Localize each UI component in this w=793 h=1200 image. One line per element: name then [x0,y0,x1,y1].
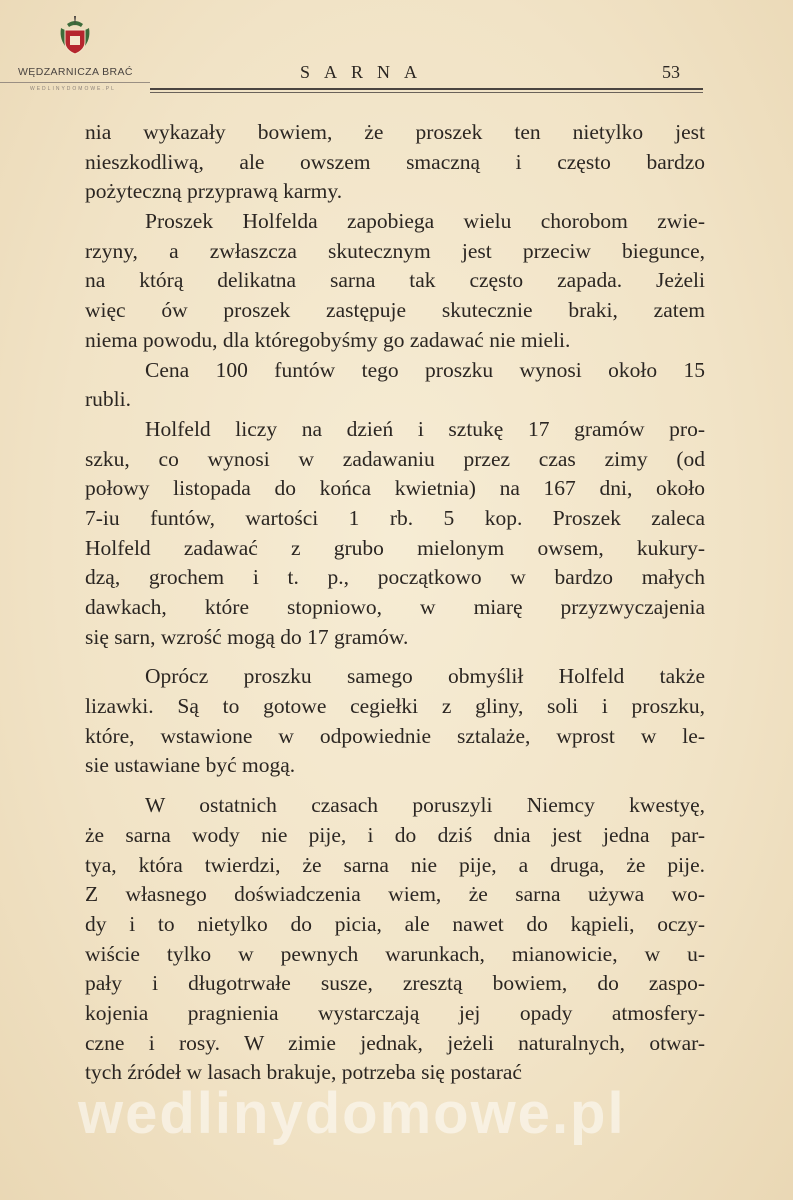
header-rule-bottom [150,92,703,93]
text-line: Holfeld liczy na dzień i sztukę 17 gramów pro- [145,416,705,441]
coat-of-arms-logo-icon [55,14,95,60]
text-line: że sarna wody nie pije, i do dziś dnia jest jedna par- [85,822,705,847]
paragraph [85,356,705,415]
text-line: które, wstawione w odpowiednie sztalaże, wprost w le- [85,723,705,748]
logo-subtext: WEDLINYDOMOWE.PL [30,86,116,92]
body-text [85,118,705,1088]
paragraph [85,415,705,653]
paragraph [85,118,705,207]
text-line: nieszkodliwą, ale owszem smaczną i często bardzo [85,149,705,174]
paragraph [85,207,705,355]
text-line: tych źródeł w lasach brakuje, potrzeba się postarać [85,1060,522,1085]
text-line: się sarn, wzrość mogą do 17 gramów. [85,624,409,649]
text-line: rzyny, a zwłaszcza skutecznym jest przeciw biegunce, [85,238,705,263]
text-line: dy i to nietylko do picia, ale nawet do kąpieli, oczy- [85,911,705,936]
text-line: wiście tylko w pewnych warunkach, mianowicie, w u- [85,941,705,966]
running-title: SARNA [300,62,432,82]
text-line: pożyteczną przyprawą karmy. [85,179,343,204]
paragraph [85,662,705,781]
text-line: na którą delikatna sarna tak często zapada. Jeżeli [85,268,705,293]
text-line: więc ów proszek zastępuje skutecznie braki, zatem [85,298,705,323]
text-line: Proszek Holfelda zapobiega wielu chorobom zwie- [145,209,705,234]
page-number: 53 [662,62,680,82]
text-line: 7-iu funtów, wartości 1 rb. 5 kop. Proszek zaleca [85,505,705,530]
logo-text: WĘDZARNICZA BRAĆ [18,66,133,78]
text-line: tya, która twierdzi, że sarna nie pije, a druga, że pije. [85,852,705,877]
text-line: lizawki. Są to gotowe cegiełki z gliny, soli i proszku, [85,694,705,719]
text-line: dawkach, które stopniowo, w miarę przyzwyczajenia [85,595,705,619]
text-line: pały i długotrwałe susze, zresztą bowiem, do zaspo- [85,971,705,996]
text-line: sie ustawiane być mogą. [85,753,296,778]
paragraph-spacer [85,652,705,662]
text-line: szku, co wynosi w zadawaniu przez czas zimy (od [85,446,705,471]
text-line: niema powodu, dla któregobyśmy go zadawać nie mieli. [85,327,571,352]
logo-underline [0,82,150,83]
text-line: Holfeld zadawać z grubo mielonym owsem, kukury- [85,535,705,560]
text-line: Cena 100 funtów tego proszku wynosi około 15 [145,357,705,382]
text-line: rubli. [85,387,131,412]
text-line: dzą, grochem i t. p., początkowo w bardzo małych [85,565,705,590]
text-line: nia wykazały bowiem, że proszek ten nietylko jest [85,120,705,144]
paragraph-spacer [85,781,705,791]
text-line: kojenia pragnienia wystarczają jej opady atmosfery- [85,1000,705,1025]
paragraph [85,791,705,1088]
text-line: Oprócz proszku samego obmyślił Holfeld także [145,664,705,689]
text-line: Z własnego doświadczenia wiem, że sarna używa wo- [85,882,705,907]
text-line: połowy listopada do końca kwietnia) na 167 dni, około [85,476,705,501]
watermark-text: wedlinydomowe.pl [78,1081,626,1146]
text-line: czne i rosy. W zimie jednak, jeżeli naturalnych, otwar- [85,1030,705,1055]
header-rule-top [150,88,703,90]
text-line: W ostatnich czasach poruszyli Niemcy kwestyę, [145,793,705,818]
